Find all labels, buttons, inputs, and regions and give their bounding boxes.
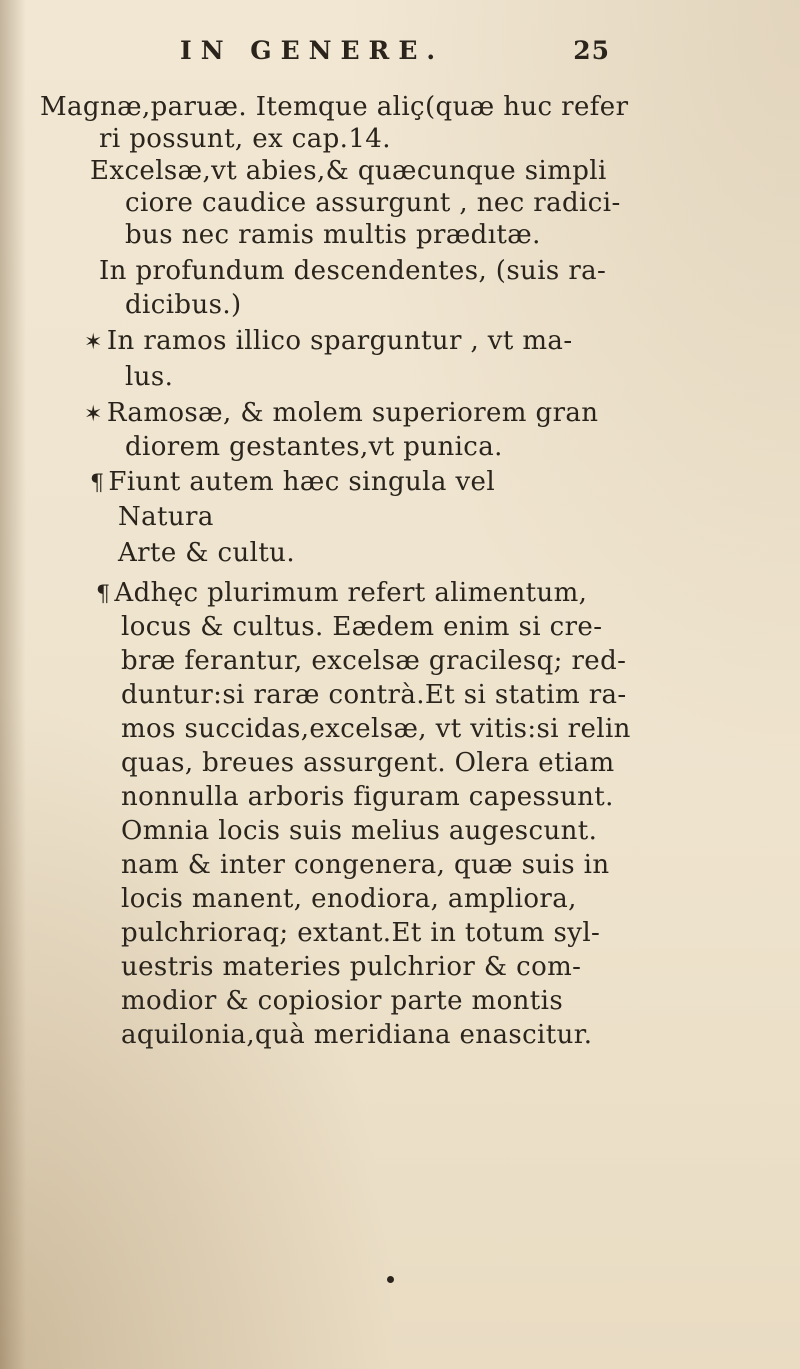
text-line-20: quas, breues assurgent. Olera etiam xyxy=(121,748,615,778)
text-line-4: ciore caudice assurgunt , nec radici- xyxy=(125,188,621,218)
running-head-title: IN GENERE. xyxy=(180,36,445,65)
text-line-10: ✶ Ramosæ, & molem superiorem gran xyxy=(84,398,599,428)
text-line-14: Arte & cultu. xyxy=(118,538,295,568)
text-line-25: pulchrioraq; extant.Et in totum syl- xyxy=(121,918,601,948)
pilcrow-icon: ¶ xyxy=(96,582,111,607)
text-line-19: mos succidas,excelsæ, vt vitis:si relin xyxy=(121,714,631,744)
text-line-12: ¶ Fiunt autem hæc singula vel xyxy=(90,467,496,497)
text-line-6: In profundum descendentes, (suis ra- xyxy=(99,256,607,286)
ink-speck xyxy=(387,1276,394,1283)
text-line-18: duntur:si raræ contrà.Et si statim ra- xyxy=(121,680,627,710)
text-line-9: lus. xyxy=(125,362,174,392)
text-line-11: diorem gestantes,vt punica. xyxy=(125,432,503,462)
text-line-3: Excelsæ,vt abies,& quæcunque simpli xyxy=(90,156,607,186)
binding-gutter-shadow xyxy=(0,0,26,1369)
star-ornament-icon: ✶ xyxy=(84,402,103,427)
text-line-28: aquilonia,quà meridiana enascitur. xyxy=(121,1020,593,1050)
text-line-26: uestris materies pulchrior & com- xyxy=(121,952,582,982)
star-ornament-icon: ✶ xyxy=(84,330,103,355)
text-line-8: ✶ In ramos illico sparguntur , vt ma- xyxy=(84,326,573,356)
text-line-15: ¶ Adhęc plurimum refert alimentum, xyxy=(96,578,588,608)
text-line-1: Magnæ,paruæ. Itemque aliç(quæ huc refer xyxy=(40,92,629,122)
running-head xyxy=(180,36,610,65)
text-line-21: nonnulla arboris figuram capessunt. xyxy=(121,782,614,812)
text-line-7: dicibus.) xyxy=(125,290,242,320)
text-line-5: bus nec ramis multis prædıtæ. xyxy=(125,220,541,250)
text-line-16: locus & cultus. Eædem enim si cre- xyxy=(121,612,603,642)
text-line-23: nam & inter congenera, quæ suis in xyxy=(121,850,610,880)
text-line-17: bræ ferantur, excelsæ gracilesq; red- xyxy=(121,646,627,676)
pilcrow-icon: ¶ xyxy=(90,471,105,496)
text-line-13: Natura xyxy=(118,502,214,532)
page-number: 25 xyxy=(573,36,610,65)
text-line-22: Omnia locis suis melius augescunt. xyxy=(121,816,598,846)
text-line-2: ri possunt, ex cap.14. xyxy=(99,124,391,154)
text-line-24: locis manent, enodiora, ampliora, xyxy=(121,884,577,914)
text-line-27: modior & copiosior parte montis xyxy=(121,986,564,1016)
